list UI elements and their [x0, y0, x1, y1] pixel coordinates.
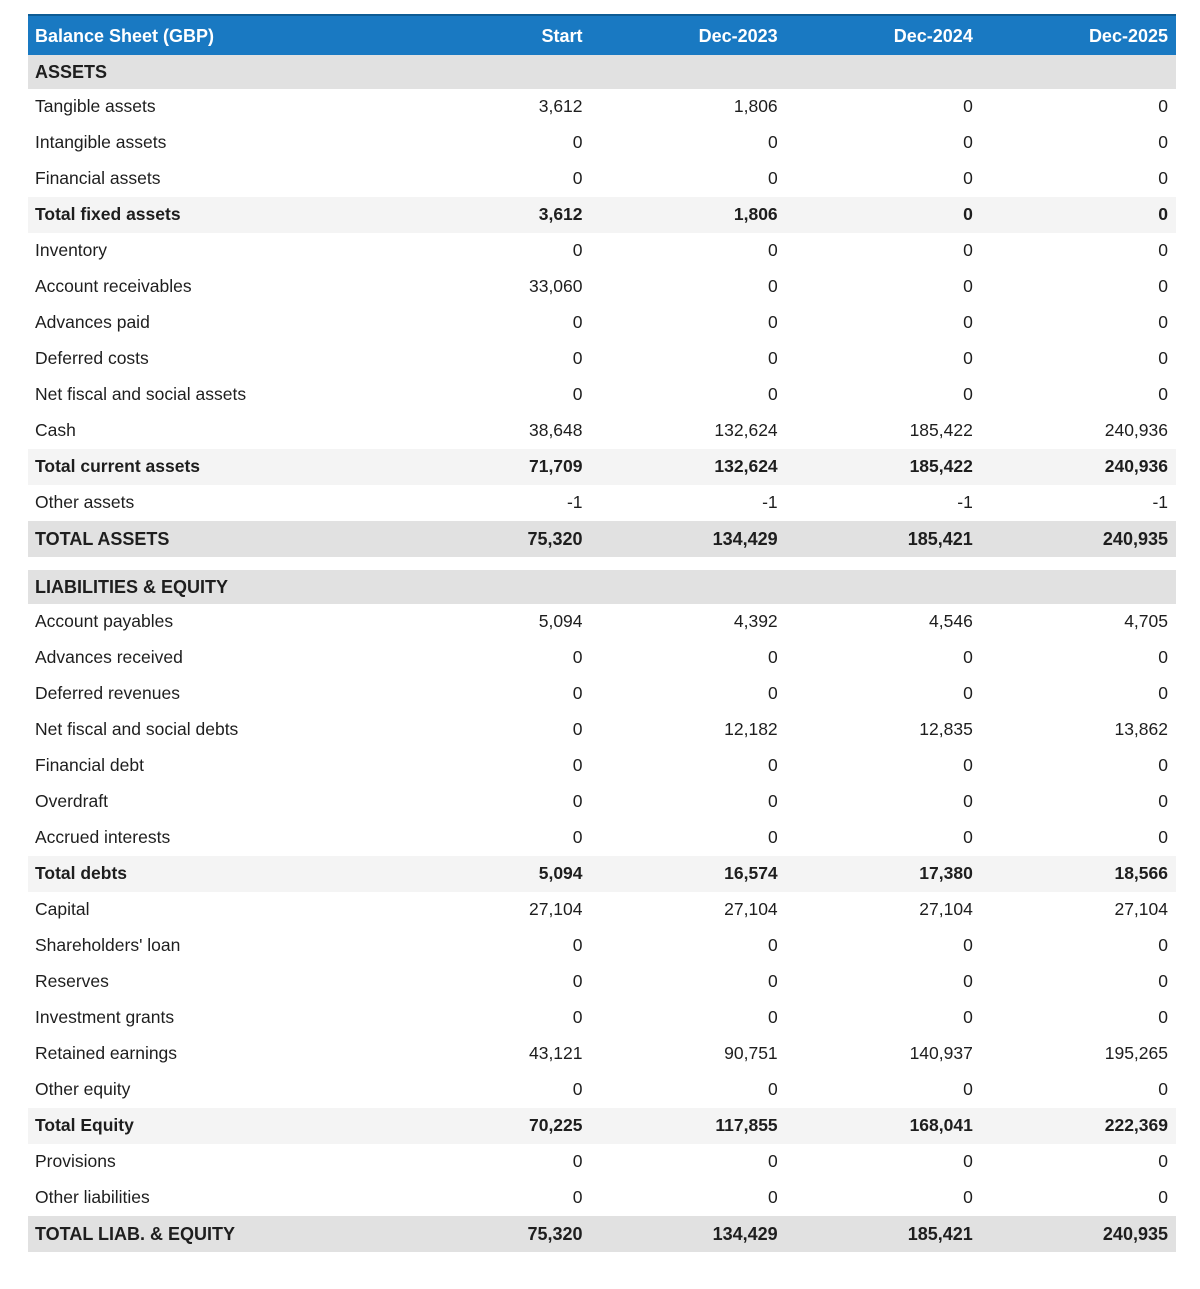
cell-value: 70,225 [395, 1108, 590, 1144]
cell-value: 0 [767, 132, 778, 153]
section-title: LIABILITIES & EQUITY [28, 570, 1176, 604]
cell-value: 0 [1158, 971, 1168, 992]
cell-value: 16,574 [591, 856, 786, 892]
table-row [28, 1144, 1176, 1180]
cell-value: 240,935 [981, 521, 1176, 557]
cell-value: 0 [1158, 312, 1168, 333]
cell-value: 75,320 [395, 1216, 590, 1252]
cell-value: 38,648 [528, 420, 583, 441]
cell-value: 0 [1158, 276, 1168, 297]
cell-value: 0 [767, 384, 778, 405]
cell-value: 0 [1158, 935, 1168, 956]
table-row [28, 1216, 1176, 1252]
cell-value: 0 [572, 240, 583, 261]
cell-value: 117,855 [591, 1108, 786, 1144]
column-header-dec-2024: Dec-2024 [786, 15, 981, 55]
cell-value: -1 [566, 492, 583, 513]
cell-value: 1,806 [591, 197, 786, 233]
table-body [28, 55, 1176, 1252]
table-row [28, 964, 1176, 1000]
cell-value: 134,429 [591, 1216, 786, 1252]
cell-value: 0 [767, 683, 778, 704]
cell-value: 0 [767, 312, 778, 333]
cell-value: 0 [767, 348, 778, 369]
cell-value: 222,369 [981, 1108, 1176, 1144]
cell-value: 27,104 [528, 899, 583, 920]
cell-value: 0 [1158, 348, 1168, 369]
cell-value: 0 [963, 276, 973, 297]
column-header-dec-2025: Dec-2025 [981, 15, 1176, 55]
cell-value: 3,612 [395, 197, 590, 233]
table-row [28, 89, 1176, 125]
table-row [28, 1180, 1176, 1216]
cell-value: 12,835 [919, 719, 973, 740]
cell-value: 0 [572, 348, 583, 369]
cell-value: 27,104 [919, 899, 973, 920]
row-label: Deferred revenues [35, 683, 180, 704]
table-header-row [28, 15, 1176, 55]
cell-value: 0 [572, 719, 583, 740]
table-row [28, 233, 1176, 269]
cell-value: 0 [572, 935, 583, 956]
row-label: Total Equity [28, 1108, 395, 1144]
cell-value: 0 [963, 132, 973, 153]
row-label: Other liabilities [35, 1187, 150, 1208]
cell-value: 0 [1158, 827, 1168, 848]
row-label: Account receivables [35, 276, 192, 297]
cell-value: -1 [762, 492, 778, 513]
row-label: Investment grants [35, 1007, 175, 1028]
cell-value: 0 [963, 827, 973, 848]
table-row [28, 341, 1176, 377]
table-row [28, 856, 1176, 892]
table-row [28, 269, 1176, 305]
cell-value: 0 [1158, 791, 1168, 812]
cell-value: 0 [767, 168, 778, 189]
cell-value: 0 [572, 1007, 583, 1028]
row-label: Retained earnings [35, 1043, 178, 1064]
cell-value: -1 [957, 492, 973, 513]
table-row [28, 1036, 1176, 1072]
cell-value: 1,806 [733, 96, 778, 117]
cell-value: 27,104 [724, 899, 778, 920]
cell-value: 240,936 [981, 449, 1176, 485]
cell-value: 0 [572, 791, 583, 812]
cell-value: 33,060 [528, 276, 583, 297]
cell-value: 0 [767, 240, 778, 261]
row-label: Advances received [35, 647, 183, 668]
table-row [28, 784, 1176, 820]
row-label: Shareholders' loan [35, 935, 181, 956]
table-row [28, 521, 1176, 557]
cell-value: 0 [963, 683, 973, 704]
balance-sheet [28, 14, 1176, 1252]
cell-value: 0 [786, 197, 981, 233]
cell-value: 0 [1158, 168, 1168, 189]
cell-value: 13,862 [1114, 719, 1168, 740]
cell-value: 4,546 [929, 611, 973, 632]
cell-value: 240,935 [981, 1216, 1176, 1252]
cell-value: 0 [572, 168, 583, 189]
cell-value: 27,104 [1114, 899, 1168, 920]
row-label: Overdraft [35, 791, 108, 812]
cell-value: 71,709 [395, 449, 590, 485]
cell-value: 0 [963, 755, 973, 776]
cell-value: 140,937 [909, 1043, 973, 1064]
cell-value: 0 [1158, 132, 1168, 153]
cell-value: 0 [572, 312, 583, 333]
cell-value: 0 [572, 1151, 583, 1172]
cell-value: 12,182 [724, 719, 778, 740]
table-row [28, 892, 1176, 928]
row-label: Net fiscal and social debts [35, 719, 239, 740]
cell-value: 0 [1158, 755, 1168, 776]
section-header-row [28, 570, 1176, 604]
table-title: Balance Sheet (GBP) [28, 15, 395, 55]
cell-value: 0 [963, 96, 973, 117]
cell-value: 0 [963, 971, 973, 992]
cell-value: 0 [767, 791, 778, 812]
row-label: TOTAL ASSETS [28, 521, 395, 557]
cell-value: 0 [572, 647, 583, 668]
column-header-start: Start [395, 15, 590, 55]
cell-value: 0 [963, 312, 973, 333]
cell-value: 0 [572, 384, 583, 405]
cell-value: 0 [963, 647, 973, 668]
cell-value: 0 [963, 1187, 973, 1208]
cell-value: 3,612 [538, 96, 583, 117]
cell-value: 5,094 [538, 611, 583, 632]
cell-value: 5,094 [395, 856, 590, 892]
row-label: Advances paid [35, 312, 150, 333]
cell-value: 17,380 [786, 856, 981, 892]
row-label: Deferred costs [35, 348, 149, 369]
row-label: Intangible assets [35, 132, 167, 153]
table-row [28, 676, 1176, 712]
row-label: Other equity [35, 1079, 131, 1100]
table-row [28, 1108, 1176, 1144]
row-label: Total debts [28, 856, 395, 892]
cell-value: 0 [1158, 1151, 1168, 1172]
cell-value: 0 [1158, 96, 1168, 117]
row-label: TOTAL LIAB. & EQUITY [28, 1216, 395, 1252]
cell-value: 0 [963, 348, 973, 369]
table-row [28, 712, 1176, 748]
section-title: ASSETS [28, 55, 1176, 89]
cell-value: 0 [767, 827, 778, 848]
cell-value: 0 [572, 1187, 583, 1208]
cell-value: 134,429 [591, 521, 786, 557]
cell-value: 0 [963, 1151, 973, 1172]
cell-value: 0 [572, 971, 583, 992]
cell-value: 0 [767, 935, 778, 956]
cell-value: 0 [767, 1079, 778, 1100]
table-row [28, 305, 1176, 341]
cell-value: 0 [572, 132, 583, 153]
cell-value: 0 [572, 827, 583, 848]
row-label: Other assets [35, 492, 135, 513]
row-label: Inventory [35, 240, 107, 261]
table-row [28, 161, 1176, 197]
cell-value: 4,392 [733, 611, 778, 632]
cell-value: 0 [963, 240, 973, 261]
cell-value: 132,624 [714, 420, 778, 441]
cell-value: 0 [981, 197, 1176, 233]
spacer-cell [28, 557, 1176, 570]
cell-value: 0 [963, 935, 973, 956]
section-spacer [28, 557, 1176, 570]
cell-value: 0 [1158, 647, 1168, 668]
cell-value: 0 [1158, 1079, 1168, 1100]
table-row [28, 640, 1176, 676]
cell-value: 132,624 [591, 449, 786, 485]
cell-value: 0 [963, 791, 973, 812]
table-row [28, 485, 1176, 521]
cell-value: 0 [572, 755, 583, 776]
cell-value: 0 [767, 1151, 778, 1172]
cell-value: 0 [963, 168, 973, 189]
table-row [28, 1072, 1176, 1108]
row-label: Reserves [35, 971, 109, 992]
cell-value: 0 [1158, 384, 1168, 405]
row-label: Tangible assets [35, 96, 156, 117]
table-row [28, 413, 1176, 449]
cell-value: 0 [767, 1187, 778, 1208]
cell-value: 0 [572, 1079, 583, 1100]
table-row [28, 820, 1176, 856]
table-row [28, 449, 1176, 485]
cell-value: 18,566 [981, 856, 1176, 892]
cell-value: 0 [767, 647, 778, 668]
cell-value: 185,422 [786, 449, 981, 485]
cell-value: 0 [963, 1007, 973, 1028]
cell-value: 168,041 [786, 1108, 981, 1144]
row-label: Total current assets [28, 449, 395, 485]
cell-value: 185,422 [909, 420, 973, 441]
cell-value: 0 [1158, 683, 1168, 704]
row-label: Financial debt [35, 755, 144, 776]
cell-value: 0 [963, 384, 973, 405]
row-label: Capital [35, 899, 90, 920]
column-header-dec-2023: Dec-2023 [591, 15, 786, 55]
row-label: Accrued interests [35, 827, 171, 848]
cell-value: 4,705 [1124, 611, 1168, 632]
cell-value: 0 [572, 683, 583, 704]
cell-value: 195,265 [1104, 1043, 1168, 1064]
cell-value: 0 [1158, 1187, 1168, 1208]
cell-value: 0 [767, 1007, 778, 1028]
table-row [28, 125, 1176, 161]
table-row [28, 604, 1176, 640]
table-row [28, 748, 1176, 784]
cell-value: 0 [767, 755, 778, 776]
cell-value: 0 [1158, 240, 1168, 261]
row-label: Net fiscal and social assets [35, 384, 247, 405]
cell-value: 0 [767, 971, 778, 992]
cell-value: 43,121 [528, 1043, 583, 1064]
table-row [28, 197, 1176, 233]
table-row [28, 928, 1176, 964]
row-label: Account payables [35, 611, 174, 632]
cell-value: 0 [1158, 1007, 1168, 1028]
cell-value: 185,421 [786, 521, 981, 557]
cell-value: 185,421 [786, 1216, 981, 1252]
cell-value: 0 [767, 276, 778, 297]
cell-value: 90,751 [724, 1043, 778, 1064]
row-label: Provisions [35, 1151, 116, 1172]
balance-sheet-table [28, 14, 1176, 1252]
cell-value: -1 [1152, 492, 1168, 513]
row-label: Total fixed assets [28, 197, 395, 233]
cell-value: 75,320 [395, 521, 590, 557]
table-row [28, 1000, 1176, 1036]
section-header-row [28, 55, 1176, 89]
cell-value: 240,936 [1104, 420, 1168, 441]
row-label: Cash [35, 420, 76, 441]
row-label: Financial assets [35, 168, 161, 189]
table-row [28, 377, 1176, 413]
cell-value: 0 [963, 1079, 973, 1100]
